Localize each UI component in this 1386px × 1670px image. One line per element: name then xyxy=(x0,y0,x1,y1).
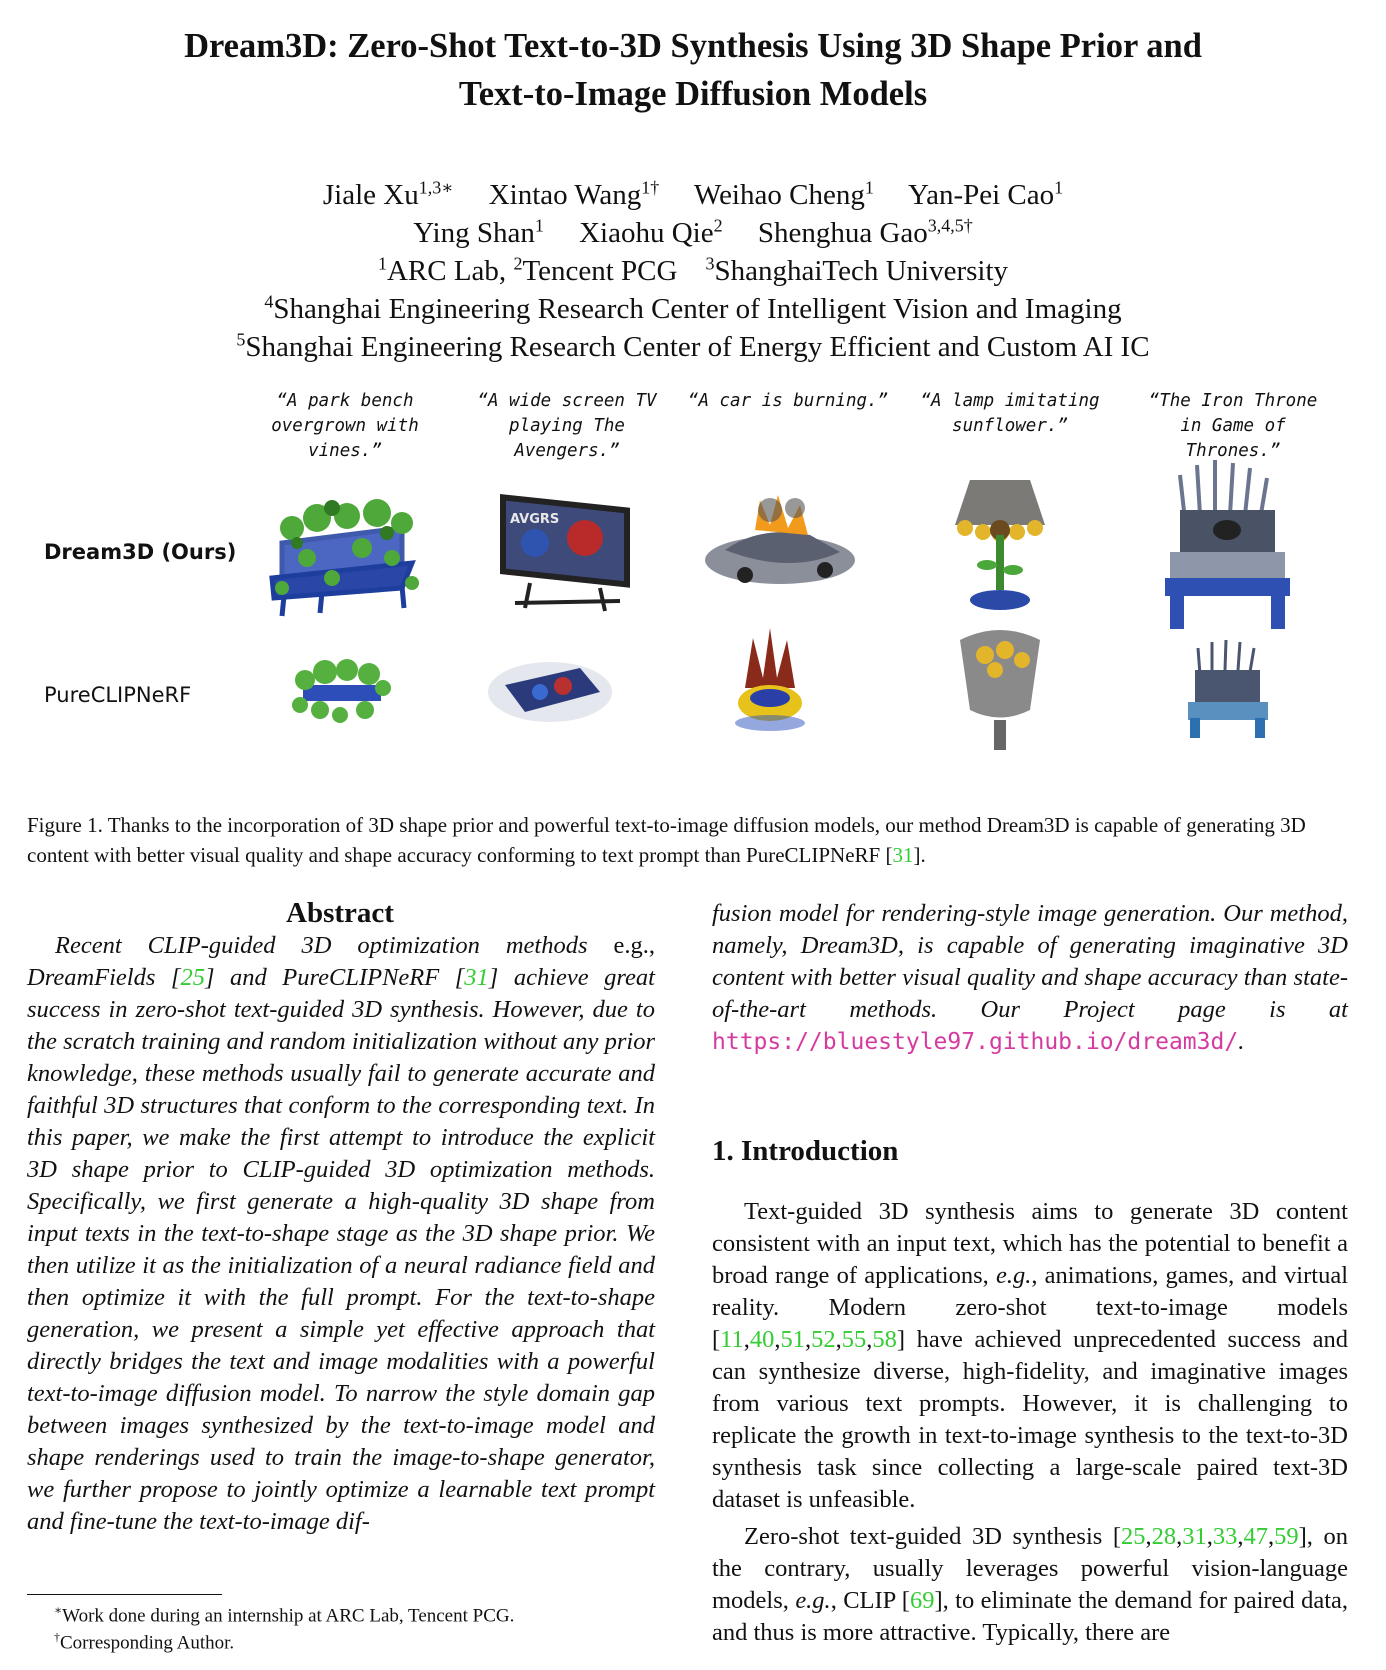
citation-link[interactable]: 31 xyxy=(464,964,489,991)
author-name: Xintao Wang xyxy=(488,179,642,211)
row-label-baseline: PureCLIPNeRF xyxy=(44,683,192,707)
figure-prompt-tv xyxy=(462,389,672,464)
intro-span: e.g. xyxy=(795,1587,831,1614)
project-url-link[interactable]: https://bluestyle97.github.io/dream3d/ xyxy=(712,1029,1239,1055)
author-line-2 xyxy=(0,214,1386,252)
footnote-mark: † xyxy=(54,1630,60,1644)
citation-link[interactable]: 51 xyxy=(780,1326,806,1353)
render-throne-baseline xyxy=(1180,640,1275,740)
prompt-line: playing The xyxy=(509,416,625,436)
render-bench-baseline xyxy=(285,650,395,730)
render-lamp-baseline xyxy=(950,625,1050,760)
citation-link[interactable]: 55 xyxy=(841,1326,867,1353)
prompt-line: in Game of xyxy=(1180,416,1286,436)
author-sup: 1 xyxy=(534,215,544,236)
footnote-2 xyxy=(54,1624,234,1656)
citation-link[interactable]: 47 xyxy=(1243,1523,1269,1550)
paper-title xyxy=(0,22,1386,118)
citation-link[interactable]: 31 xyxy=(1182,1523,1207,1550)
author-sup: 1,3∗ xyxy=(418,177,454,198)
affil-sup: 3 xyxy=(705,253,715,274)
figure-prompt-bench xyxy=(245,389,445,464)
author-name: Weihao Cheng xyxy=(694,179,865,211)
footnote-text: Corresponding Author. xyxy=(60,1632,235,1654)
citation-link[interactable]: 25 xyxy=(1121,1523,1146,1550)
abstract-span: Recent CLIP-guided 3D optimization methods xyxy=(55,932,614,959)
affiliation: Tencent PCG xyxy=(522,255,678,287)
affiliation: Shanghai Engineering Research Center of Intelligent Vision and Imaging xyxy=(273,293,1122,325)
affil-sup: 1 xyxy=(377,253,387,274)
affil-sup: 5 xyxy=(236,329,246,350)
caption-text: Figure 1. Thanks to the incorporation of 3D shape prior and powerful text-to-image diffusion models, our method Dream3D is capable of generating 3D content with better visual quality and shape accuracy conforming to text prompt than PureCLIPNeRF [ xyxy=(27,813,1306,867)
author-name: Ying Shan xyxy=(413,217,535,249)
footnote-mark: ∗ xyxy=(54,1603,63,1617)
abstract-text xyxy=(27,930,655,1538)
abstract-span: e.g., xyxy=(613,932,655,959)
citation-link[interactable]: 11 xyxy=(720,1326,744,1353)
figure-prompt-throne xyxy=(1128,389,1338,464)
affiliation: ARC Lab, xyxy=(386,255,514,287)
intro-span: e.g. xyxy=(995,1262,1032,1289)
citation-link[interactable]: 52 xyxy=(811,1326,836,1353)
author-sup: 3,4,5† xyxy=(927,215,973,236)
affiliation-line-1 xyxy=(0,252,1386,290)
abstract-span: . xyxy=(1238,1028,1245,1055)
intro-span: Zero-shot text-guided 3D synthesis [ xyxy=(744,1523,1122,1550)
render-car-ours xyxy=(700,490,860,600)
render-lamp-ours xyxy=(935,470,1065,620)
abstract-span: fusion model for rendering-style image generation. Our method, namely, Dream3D, is capable of generating imaginative 3D content with better visual quality and shape accuracy than state-of-the-art methods. Our Project page is at xyxy=(712,900,1348,1023)
introduction-heading: 1. Introduction xyxy=(712,1135,899,1167)
prompt-line: “A wide screen TV xyxy=(477,391,657,411)
author-name: Xiaohu Qie xyxy=(579,217,714,249)
author-block xyxy=(0,176,1386,366)
affil-sup: 2 xyxy=(513,253,523,274)
citation-link[interactable]: 59 xyxy=(1274,1523,1299,1550)
abstract-span: ] and PureCLIPNeRF [ xyxy=(204,964,465,991)
abstract-heading: Abstract xyxy=(286,897,394,929)
prompt-line: vines.” xyxy=(308,441,382,461)
prompt-line: Avengers.” xyxy=(514,441,620,461)
row-label-ours: Dream3D (Ours) xyxy=(44,540,237,564)
render-tv-baseline xyxy=(485,650,615,725)
abstract-continuation xyxy=(712,898,1348,1058)
author-sup: 1† xyxy=(641,177,660,198)
prompt-line: “A lamp imitating xyxy=(920,391,1100,411)
title-line-2: Text-to-Image Diffusion Models xyxy=(458,75,928,113)
affiliation: ShanghaiTech University xyxy=(714,255,1009,287)
intro-paragraph-1: Text-guided 3D synthesis aims to generate 3D content consistent with an input text, which has the potential to benefit a broad range of applications, e.g., animations, games, and virtual reality. Modern zero-shot text-to-image models [11,40,51,52,55,58] have achieved unprecedented success and can synthesize diverse, high-fidelity, and imaginative images from various text prompts. However, it is challenging to replicate the growth in text-to-image synthesis to the text-to-3D synthesis task since collecting a large-scale paired text-3D dataset is unfeasible. xyxy=(712,1198,1348,1513)
render-car-baseline xyxy=(725,628,815,738)
render-tv-ours xyxy=(490,483,640,613)
intro-span: ], on the contrary, usually leverages powerful vision-language models, xyxy=(712,1523,1348,1614)
abstract-span: DreamFields [ xyxy=(27,964,181,991)
figure-prompt-car xyxy=(678,389,898,414)
affiliation-line-3 xyxy=(0,328,1386,366)
prompt-line: “A car is burning.” xyxy=(687,391,889,411)
intro-span: , animations, games, and virtual reality. Modern zero-shot text-to-image models [ xyxy=(712,1262,1348,1353)
introduction-text xyxy=(712,1196,1348,1649)
citation-link[interactable]: 25 xyxy=(180,964,205,991)
caption-text: ]. xyxy=(913,843,926,867)
render-throne-ours xyxy=(1155,460,1300,635)
prompt-line: “The Iron Throne xyxy=(1148,391,1318,411)
tv-screen-text: AVGRS xyxy=(510,512,560,527)
author-sup: 1 xyxy=(1054,177,1064,198)
citation-link[interactable]: 40 xyxy=(749,1326,775,1353)
intro-span: Text-guided 3D synthesis aims to generate 3D content consistent with an input text, which has the potential to benefit a broad range of applications, xyxy=(712,1198,1348,1289)
intro-span: ] have achieved unprecedented success and can synthesize diverse, high-fidelity, and imaginative images from various text prompts. However, it is challenging to replicate the growth in text-to-image synthesis to the text-to-3D synthesis task since collecting a large-scale paired text-3D dataset is unfeasible. xyxy=(712,1326,1348,1513)
affil-sup: 4 xyxy=(264,291,274,312)
prompt-line: Thrones.” xyxy=(1185,441,1281,461)
prompt-line: sunflower.” xyxy=(952,416,1068,436)
intro-span: ], to eliminate the demand for paired data, and thus is more attractive. Typically, there are xyxy=(712,1587,1348,1646)
author-name: Shenghua Gao xyxy=(757,217,928,249)
affiliation-line-2 xyxy=(0,290,1386,328)
footnote-text: Work done during an internship at ARC Lab, Tencent PCG. xyxy=(62,1605,515,1627)
author-name: Jiale Xu xyxy=(322,179,419,211)
citation-link[interactable]: 28 xyxy=(1151,1523,1177,1550)
intro-paragraph-2: Zero-shot text-guided 3D synthesis [25,28,31,33,47,59], on the contrary, usually leverages powerful vision-language models, e.g., CLIP [69], to eliminate the demand for paired data, and thus is more attractive. Typically, there are xyxy=(712,1523,1348,1646)
prompt-line: overgrown with xyxy=(271,416,419,436)
author-line-1 xyxy=(0,176,1386,214)
footnote-rule xyxy=(27,1594,222,1595)
figure-prompt-lamp xyxy=(905,389,1115,439)
author-name: Yan-Pei Cao xyxy=(908,179,1055,211)
author-sup: 1 xyxy=(864,177,874,198)
author-sup: 2 xyxy=(713,215,723,236)
abstract-span: ] achieve great success in zero-shot text-guided 3D synthesis. However, due to the scratch training and random initialization without any prior knowledge, these methods usually fail to generate accurate and faithful 3D structures that conform to the corresponding text. In this paper, we make the first attempt to introduce the explicit 3D shape prior to CLIP-guided 3D optimization methods. Specifically, we first generate a high-quality 3D shape from input texts in the text-to-shape stage as the 3D shape prior. We then utilize it as the initialization of a neural radiance field and then optimize it with the full prompt. For the text-to-shape generation, we present a simple yet effective approach that directly bridges the text and image modalities with a powerful text-to-image diffusion model. To narrow the style domain gap between images synthesized by the text-to-image model and shape renderings used to train the image-to-shape generator, we further propose to jointly optimize a learnable text prompt and fine-tune the text-to-image dif- xyxy=(27,964,655,1535)
title-line-1: Dream3D: Zero-Shot Text-to-3D Synthesis Using 3D Shape Prior and xyxy=(184,27,1202,65)
prompt-line: “A park bench xyxy=(276,391,414,411)
affiliation: Shanghai Engineering Research Center of Energy Efficient and Custom AI IC xyxy=(245,331,1150,363)
intro-span: , CLIP [ xyxy=(830,1587,910,1614)
figure-caption xyxy=(27,810,1362,870)
citation-link[interactable]: 58 xyxy=(872,1326,897,1353)
citation-link[interactable]: 31 xyxy=(892,843,914,867)
citation-link[interactable]: 33 xyxy=(1212,1523,1238,1550)
citation-link[interactable]: 69 xyxy=(909,1587,935,1614)
render-bench-ours xyxy=(262,488,422,618)
